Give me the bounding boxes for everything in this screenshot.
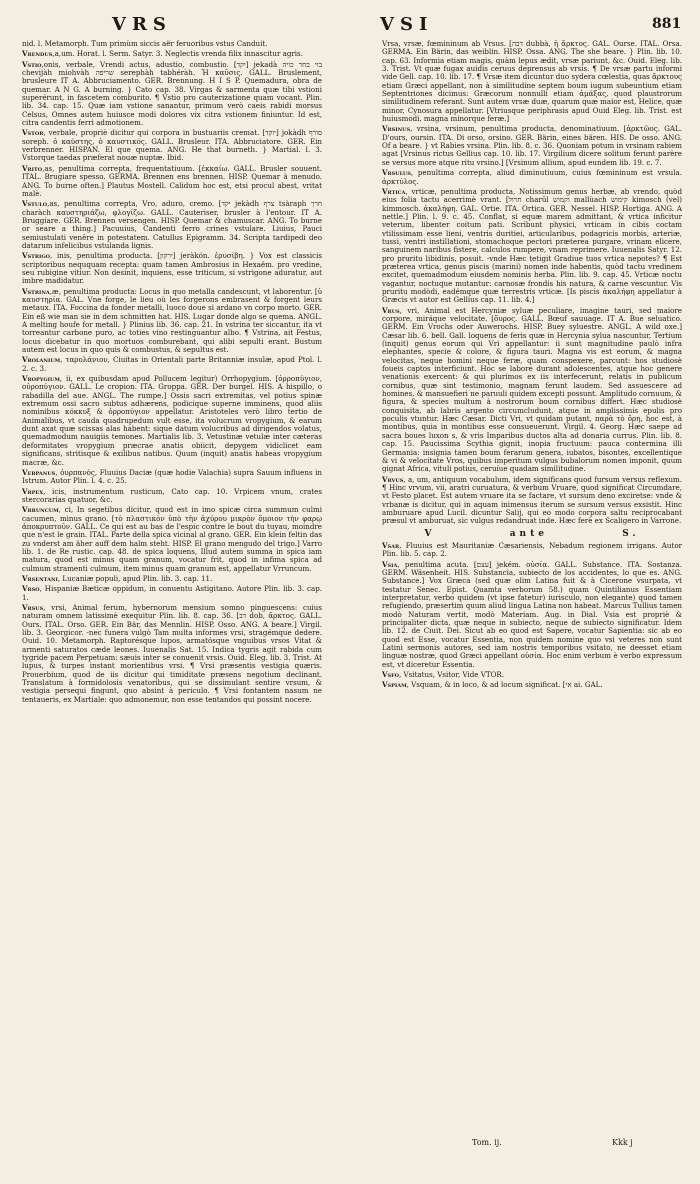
- dictionary-entry: [382, 671, 682, 679]
- entry-text: , Fluuius est Mauritaniæ Cæsariensis, Nebadum regionem irrigans. Autor Plin. lib. 5. cap. 2.: [382, 540, 682, 559]
- entry-text: , ταρολάνιον, Ciuitas in Orientali parte Britanniæ insulæ, apud Ptol. l. 2. c. 3.: [22, 355, 322, 373]
- entry-text: , ὁυρπανὸς, Fluuius Daciæ (quæ hodie Valachia) supra Sauum influens in Istrum. Autor Plin. l. 4. c. 25.: [22, 467, 322, 486]
- entry-text: ,as, penultima correpta, Vro, aduro, cremo. [יקד jekàdh צרף tsàraph חרך charàch καυστηριάζω, φλογίζω. GALL. Cauteriser, brusler à l'entour. IT A. Bruggiare. GER. Brennen versengen. HISP. Quemar & chamuscar. ANG. To burne or seare a thing.] Pacuuius, Candenti ferro crines vstulare. Liuius, Pauci semiustulati venêre in potestatem. Catullus Epigramm. 34. Scripta tardipedi deo datarum infelicibus vstulanda lignis.: [22, 199, 322, 250]
- dictionary-entry: [382, 169, 682, 186]
- entry-lemma: Vrpex: [22, 486, 44, 496]
- entry-lemma: Vstio: [22, 59, 42, 69]
- section-heading-right: S.: [622, 528, 640, 539]
- dictionary-entry: [22, 288, 322, 355]
- entry-text: , ii, ex quibusdam apud Pollucem legitur) Orrhopygium. [ὀρροπύγιον, οὐροπύγιον. GALL. Le cropion. ITA. Groppa. GER. Der burgel. HIS. A hispillo, o rabadilla del aue. ANGL. The rumpe.] Ossis sacri extremitas, vel potius spinæ extremum ossi sacro subtus adhærens, podicique superne imminens, quod aliis nominibus κόκκυξ & ὀρροπύγιον appellatur. Aristoteles verò libro tertio de Animalibus, vt cauda quadrupedum vult esse, ita volucrum vropygium, & earum dunt axat quæ scissas alas habent: sique datum volucribus ad dirigendos volatus, quemadmodum nauigiis temones. Martialis lib. 3. Vetustinæ vetulæ inter cæteras deformitates vropygium præcrae anatis obiicit, depygem vidiclicet eam significans, stritisque & exilibus natibus. Quum (inquit) anatis habeas vropygium macræ, &c.: [22, 374, 322, 467]
- dictionary-entry: [382, 681, 682, 689]
- dictionary-entry: [22, 469, 322, 486]
- entry-lemma: Vrsinus: [382, 124, 411, 134]
- entry-text: , vri, Animal est Hercyniæ syluæ peculiare, imagine tauri, sed maiore corpore, miráque velocitate. [ὄυρος. GALL. Bœuf sauuage. IT A. Bue seluatico. GERM. Ein Vrochs oder Auwerochs. HISP. Buey syluestre. ANGL. A wild oxe.] Cæsar lib. 6. bell. Gall. loquens de feris quæ in Hercynia sylua nascuntur, Tertium (inquit) genus eorum qui Vri appellantur: ii sunt magnitudine paulò infra elephantes, specie & colore, & figura tauri. Magna vis est eorum, & magna velocitas, neque homini neque feræ, quam conspexere, parcunt: hos studiosè foueis captos interficiunt. Hoc se labore durant adolescentes, atque hoc genere venationis exercent: & qui plurimos ex iis interfecerunt, relatis in publicum cornibus, quæ sint testimonio, magnam ferunt laudem. Sed assuescere ad homines, & mansuefieri ne paruuli quidem excepti possunt. Amplitudo cornuum, & figura, & species multum à nostrorum boum cornibus differt. Hæc studiosè conquisita, ab labris argento circumcludunt, atque in amplissimis epulis pro poculis vtuntur. Hæc Cæsar. Dicti Vri, vt quidam putant, παρὰ τὸ ὄρη, hoc est, à montibus, quia in montibus esse consueuerunt. Virgil. 4. Georg. Hæc saepe ad sacra boues luxon s, & vris Imparibus ductos alta ad donaria currus. Plin. lib. 8. cap. 15. Paucissima Scythia gignit, inopia fructuum: pauca contermina illi Germania: insignia tamen boum ferarum genera, iubatos, bisontes, excellentique & vi & velocitate Vros, quibus imperitum vulgus bubalorum nomen imponit, quum gignat Africa, vituli potius, ceruíue quadam similitudine.: [382, 305, 682, 474]
- entry-text: nid. l. Metamorph. Tum primùm siccis aër feruoribus vstus Canduit.: [22, 40, 268, 48]
- entry-text: ,as, penultima correpta, frequentatiuum. [ἐκκαίω. GALL. Brusler souuent. ITAL. Brugiare spesso. GERMA. Brennen ens brennen. HISP. Quemar à menudo. ANG. To burne often.] Plautus Mostell. Calidum hoc est, etsi procul abest, vritat malè.: [22, 163, 322, 198]
- entry-lemma: Vrus: [382, 305, 400, 315]
- right-column: [382, 40, 682, 1130]
- entry-text: , Hispaniæ Bæticæ oppidum, in conuentu Astigitano. Autore Plin. lib. 3. cap. 1.: [22, 584, 322, 602]
- entry-text: , Vsitatus, Vsitor, Vide VTOR.: [399, 670, 505, 680]
- entry-text: , Lucaniæ populi, apud Plin. lib. 3. cap. 11.: [57, 573, 213, 583]
- entry-text: , inis, penultima producta. [ירקון] jeràkón. ἐρυσίβη. } Vox est classicis scriptoribus neququam recepta: quam tamen Ambrosius in Hexaëm. pro vredine, seu rubigine vitiur. Non desinit, inquiens, esse triticum, si vstrigone aduratur, aut imbre madidatur.: [22, 251, 322, 286]
- entry-lemma: Vrtica: [382, 186, 406, 196]
- entry-lemma: Verpanus: [22, 467, 56, 477]
- entry-lemma: Vstor: [22, 128, 44, 138]
- signature-mark: Kkk j: [612, 1138, 633, 1147]
- entry-lemma: Vrsulus: [382, 168, 411, 178]
- entry-text: , a, um, antiquum vocabulum, idem significans quod fursum versus reflexum. ¶ Hinc vrvum, vii, aratri curuatura, & verbum Vruare, quod significat Circumdare, vt Festo placet. Est autem vruare ita se factare, vt sursum deno exciretse: vnde & vrbanæ is dicitur, qui in aquam inimensus iterum se sursum versus exsistit. Hinc amburuare apud Lucil. dicuntur Salij, qui eo modo corpora saltu reciprocabant præsul vt amburuat, sic vulgus redandruat inde. Hæc ferè ex Scaligero in Varrone.: [382, 474, 682, 526]
- entry-lemma: Vspiam: [382, 680, 407, 690]
- volume-mark: Tom. ij.: [472, 1138, 502, 1147]
- dictionary-entry: [22, 129, 322, 162]
- entry-lemma: Vrendus: [22, 49, 53, 59]
- entry-lemma: Vrolanium: [22, 355, 61, 365]
- dictionary-entry: [22, 40, 322, 48]
- dictionary-entry: [22, 575, 322, 583]
- entry-text: , verbale, propriè dicitur qui corpora in bustuariis cremat. [יוקד] jokàdh סורף soreph. ὁ καύστης, ὁ καυστικός. GALL. Brusleur. ITA. Abbruciatore. GER. Ein verbrenner. HISPAN. El que quema. ANG. He that burneth. } Martial. l. 3. Vstorque taedas præferat nouæ nuptæ. Ibid.: [22, 128, 322, 163]
- entry-lemma: Vrruncum: [22, 505, 59, 515]
- dictionary-entry: [22, 61, 322, 128]
- entry-text: , ci, In segetibus dicitur, quod est in imo spicæ circa summum culmi cacumen, minus grano. [τὸ πλαστικὸν ὑπὸ τὴν ἀχύρου μικρὸν ὅμοιον τὴν φαρῳ ἀποκρυπτοῦν. GALL. Ce qui est au bas de l'espic contre le bout du tuyau, moindre que n'est le grain. ITAL. Parte della spica vicinal al grano. GER. Ein klein feltin das zu vnderst am äher auff dem halm steht. HISP. El grano mengudo del trigo.] Varro lib. 1. de Re rustic. cap. 48. de spica loquens, Illud autem summa in spica iam matura, quod est minus quam granum, vocatur frit, quod in infima spica ad culmum stramenti culmum, item minus quam granum est, appellatur Vrruncum.: [22, 505, 322, 573]
- dictionary-entry: [22, 506, 322, 573]
- entry-lemma: Vropygium: [22, 374, 60, 384]
- entry-text: , icis, instrumentum rusticum, Cato cap. 10. Vrpicem vnum, crates stercorarias quatuor, &c.: [22, 486, 322, 504]
- entry-lemma: Vrsentani: [22, 573, 58, 583]
- dictionary-entry: [22, 356, 322, 373]
- dictionary-entry: [382, 307, 682, 474]
- right-entries-top: [382, 40, 682, 526]
- entry-text: , Vsquam, & in loco, & ad locum significat. [אי ai. GAL.: [406, 680, 603, 690]
- entry-text: Vrsa, vrsæ, fœmininum ab Vrsus. [דבה dubbà, ἡ ἄρκτος. GAL. Ourse. ITAL. Orsa. GERMA. Ein Bärin, das weiblin. HISP. Ossa. ANG. The she beare. } Plin. lib. 10. cap. 63. Informia etiam magis, quàm lepus ædit, vrsæ pariunt, &c. Ouid. Eleg. lib. 3. Trist. Vt quæ fugax auidis ceruus deprensus ab vrsis. ¶ De vrsæ partu informi vide Gell. cap. 10. lib. 17. ¶ Vrsæ item dicuntur duo sydera cœlestia, quas ἄρκτους etiam Græci appellant, non à similitudine septem boum iugum subeuntium etiam Septentriones dicimus: Græcorum nonnulli etiam ἀμάξας, quod plaustrorum similitudinem referant. Sunt autem vrsæ duæ, quarum quæ maior est, Helice, quæ minor, Cynosura appellatur. [Vtriusque periphrasis apud Ouid Eleg. lib. Trist. est huiusmodi, magna minorque feræ.]: [382, 40, 682, 124]
- entry-lemma: Vstulo: [22, 199, 48, 209]
- entry-text: , vrticæ, penultima producta, Notissimum genus herbæ, ab vrendo, quòd eius folia tactu acerrimè vrant. [חרול charûl וקמוש mallùach קימוש kimosch (vel) kimmosch. ἀκαλήφη. GAL. Ortie. ITA. Ortica. GER. Nessel. HISP. Hortiga. ANG. A nettle.] Plin. l. 9. c. 45. Conflat, si equæ marem admittant, & vrtica inficitur veterum, libenter coitum pati. Scribunt physici, vrticam in cibis coctam vtilissimam esse lieni, ventris duritiei, articularibus, podagricis morbis, arteriæ, tussi, ventri instillationi, stomachoque pectori præterea purgare, vrinam elicere, sanguinem naribus fistere, calculos rumpere, vnam reprimere. Iuuenalis Satyr. 12. pro pruritu libidinis, posuit. -vnde Hæc tetigit Gradiue tuos vrtica nepotes? ¶ Est præterea vrtica, genus piscis (marini) nomen inde habentis, quòd tactu vredinem excitet, quemadmodum eiusdem nominis herba. Plin. lib. 9. cap. 45. Vrticæ noctu vagantur, noctuque mutantur: carnosæ frondis his natura, & carne vescuntur. Vis pruritu modòdi, eadémque quæ terrestris vrticæ. [Is piscis ἀκαλήφη appellatur à Græcis vt autor est Gellius cap. 11. lib. 4.]: [382, 186, 682, 305]
- page-number: 881: [652, 16, 682, 32]
- entry-lemma: Vrito: [22, 163, 43, 173]
- entry-lemma: Vsia: [382, 559, 398, 569]
- dictionary-entry: [382, 125, 682, 167]
- dictionary-entry: [382, 188, 682, 305]
- dictionary-entry: [22, 488, 322, 505]
- entry-lemma: Vrso: [22, 584, 40, 594]
- dictionary-entry: [22, 375, 322, 467]
- dictionary-entry: [382, 476, 682, 526]
- entry-text: , vrsina, vrsinum, penultima producta, denominatiuum. [ἀρκτῶος. GAL. D'ours, oursin. ITA. Di orso, orsino. GER. Bärin, eines bären. HIS. De osso. ANG. Of a beare. } vt Rabies vrsina. Plin. lib. 8. c. 36. Quoniam potum in vrsinam rabiem agat [Vrsinus rictus Gellius cap. 10. lib. 17. Virgilium dicere solitum ferunt parère se versus more atque ritu vrsino.] [Vrsinum allium, apud eundem lib. 19. c. 7.: [382, 124, 682, 167]
- entry-text: , vrsi, Animal ferum, hybernorum mensium somno pinguescens: cuius naturam omnem latissimè exequitur Plin. lib. 8. cap. 36. [דב dob, ἄρκτος. GALL. Ours. ITAL. Orso. GER. Ein Bär, das Mennlin. HISP. Osso. ANG. A beare.] Virgil. lib. 3. Georgicor. -nec funera vulgò Tam multa informes vrsi, stragémque dedere. Ouid. 10. Metamorph. Raptorésque lupos, armatósque vnguibus vrsos Vitat & armenti saturatos cæde leones. Iuuenalis Sat. 15. Indica tygris agit rabida cum tygride pacem Perpetuam: sæuis inter se conuenit vrsis. Ouid. Eleg. lib. 3. Trist. At lupus, & turpes instant morientibus vrsi. ¶ Vrsi præsentis vestigia quæris. Prouerbium, quod de iis dicitur qui timiditate præsens negotium declinant. Translatum à formidolosis venatoribus, qui se dissimulant sentire vrsum, & vestigia persequi fingunt, quo absint à periculo. ¶ Vrsi fontantem nasum ne tentaueris, ex Martiale: quo admonemur, non esse tentandos qui possint nocere.: [22, 603, 322, 704]
- dictionary-entry: [382, 542, 682, 559]
- dictionary-entry: [22, 165, 322, 198]
- dictionary-entry: [22, 252, 322, 285]
- entry-lemma: Vsar: [382, 540, 400, 550]
- entry-lemma: Vstrina: [22, 286, 50, 296]
- left-column: [22, 40, 322, 1130]
- entry-lemma: Vstrigo: [22, 251, 50, 261]
- dictionary-entry: [22, 585, 322, 602]
- entry-text: , penultima correpta, aliud diminutiuum, cuius fœmininum est vrsula. ἀρκτύλος.: [382, 168, 682, 186]
- entry-text: ,onis, verbale, Vrendi actus, adustio, combustio. [יקד] jekadà בוי בחר כויה chevijàh miohvàh שריפה serephàh tabhéràh. Ἡ καῦσις. GALL. Bruslement, brusleure IT A. Abbruciamento. GER. Brennung. H I S P. Quemadura, obra de quemar. A N G. A burning. } Cato cap. 38. Virgas & sarmenta quæ tibi vstioni superérunt, in fascetem comburito. ¶ Vstio pro cauterizatione quam vocant. Plin. lib. 34. cap. 15. Quæ iam vstione sanantur, primum verò caeis rabidi morsus Celsus, Omnes autem huiusce modi dolores vix citra vstionem finiuntur. Id est, citra candentis ferri admotionem.: [22, 59, 322, 128]
- entry-lemma: Vrvus: [382, 474, 404, 484]
- dictionary-entry: [22, 200, 322, 250]
- running-head-right: VSI: [380, 14, 434, 35]
- entry-text: ,a,um. Horat. l. Serm. Satyr. 3. Neglectis vrenda filix innascitur agris.: [52, 49, 303, 59]
- section-heading: [382, 530, 682, 538]
- section-heading-left: V: [424, 528, 436, 539]
- section-heading-mid: ante: [509, 528, 548, 539]
- entry-lemma: Vrsus: [22, 603, 44, 612]
- entry-text: ,æ, penultima producta: Locus in quo metalla candescunt, vt laborentur. [ὑ καυστηρία. GAL. Vne forge, le lieu où les forgerons embrasent & forgent leurs metaux. ITA. Foccina da fonder metalli, luoco doue si ardano vn corpo morto. GER. Ein eß wie man sie in dem schmitten hat. HIS. Lugar donde algo se quema. ANGL. A melting houfe for metall. } Plinius lib. 36. cap. 21. In vstrina ter siccantur, ita vt torreantur carbone puro, ac toties vino restinguantur albo. ¶ Vstrina, ait Festus, locus dicebatur in quo mortuos comburebant, qui alibi sepulti erant. Bustum autem est locus in quo quis & combustus, & sepultus est.: [22, 286, 322, 355]
- running-head-left: VRS: [112, 14, 172, 35]
- dictionary-entry: [382, 40, 682, 123]
- dictionary-entry: [382, 561, 682, 669]
- dictionary-entry: [22, 604, 322, 704]
- dictionary-entry: [22, 50, 322, 58]
- right-entries-bottom: [382, 542, 682, 690]
- entry-lemma: Vsfo: [382, 670, 400, 680]
- entry-text: , penultima acuta. [עצם] jekém. οὐσία. GALL. Substance. ITA. Sostanza. GERM. Wäsenheit. HIS. Substancia, subiecto de los accidentes, lo que es. ANG. Substance.] Vox Græca (sed quæ olim Latina fuit & à Cicerone vsurpata, vt testatur Senec. Epist. Quamta verborum 58.) quam Quintilianus Essentiam interpretatur, verbo quidem (vt ipse fatetur) iurisculo, non elegante) quod tamen refugiendo, præsertim quum aliud lingua Latina non habeat. Marcus Tullius tamen modò Naturam vertit, modò Materiam. Aug. in Dial. Vsia est propriè & principaliter dicta, quæ neque in subiecto, neque de subiecto significatur. Idem lib. 12. de Ciuit. Dei. Sicut ab eo quod est Sapere, vocatur Sapientia: sic ab eo quod est Esse, vocatur Essentia, non quidem nomine quo vsi veteres non sunt Latini sermonis autores, sed iam nostris temporibus vsitato, ne deesset etiam linguæ nostræ, quod Græci appellant οὐσία. Hoc enim verbum è verbo expressum est, vt diceretur Essentia.: [382, 559, 682, 669]
